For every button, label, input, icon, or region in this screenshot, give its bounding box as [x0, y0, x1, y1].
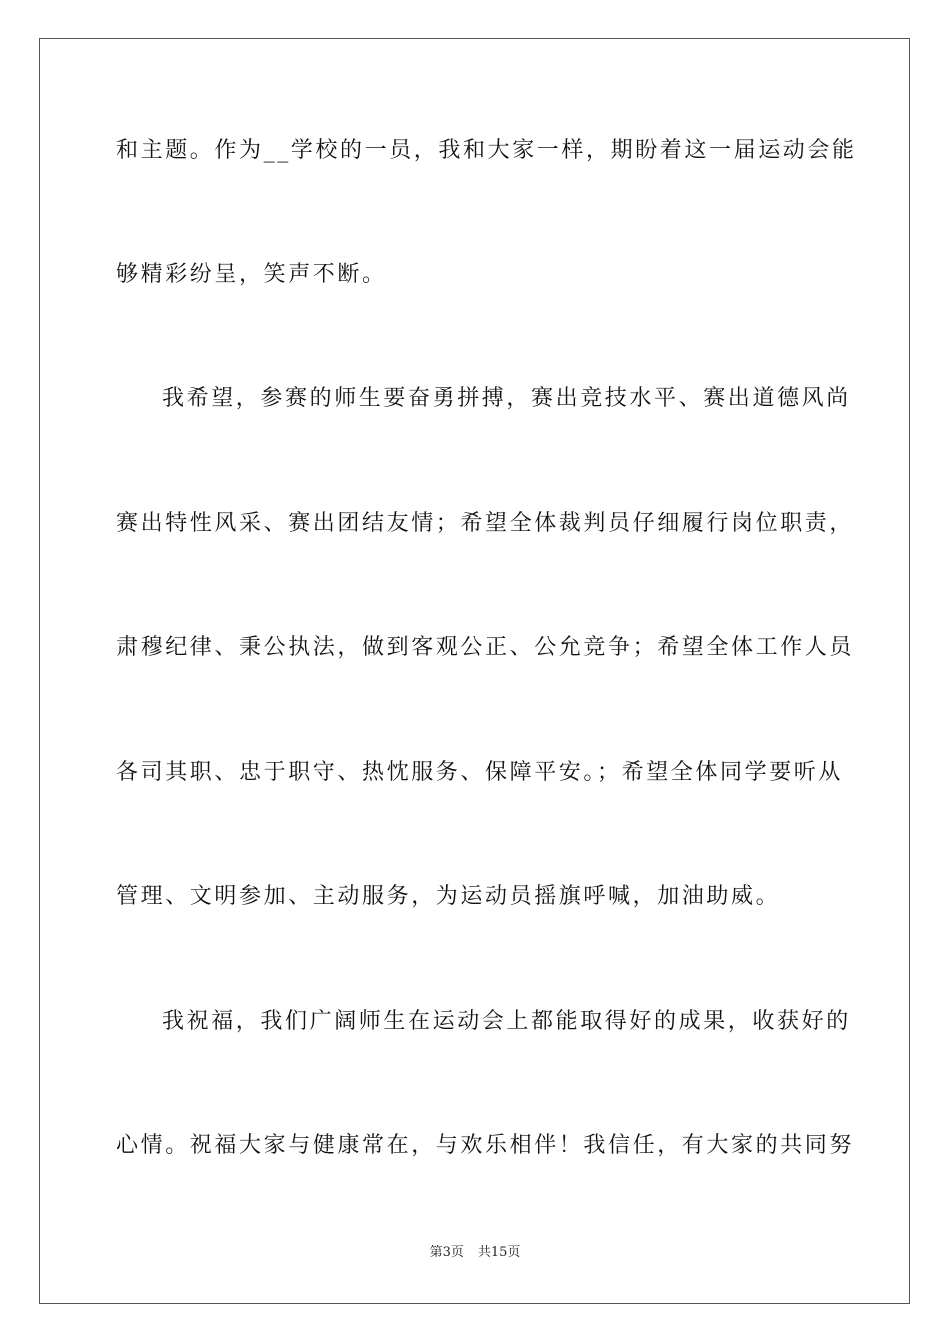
body-line-5: 肃穆纪律、秉公执法，做到客观公正、公允竞争；希望全体工作人员 [116, 635, 855, 660]
body-line-9: 心情。祝福大家与健康常在，与欢乐相伴！我信任，有大家的共同努 [116, 1133, 855, 1158]
body-line-8: 我祝福，我们广阔师生在运动会上都能取得好的成果，收获好的 [162, 1009, 851, 1034]
body-line-7: 管理、文明参加、主动服务，为运动员摇旗呼喊，加油助威。 [116, 884, 781, 909]
page-number: 第3页 [429, 1245, 464, 1260]
page-border [39, 38, 910, 1304]
body-line-4: 赛出特性风采、赛出团结友情；希望全体裁判员仔细履行岗位职责， [116, 511, 855, 536]
body-line-6: 各司其职、忠于职守、热忱服务、保障平安。；希望全体同学要听从 [116, 760, 844, 785]
body-line-1: 和主题。作为__学校的一员，我和大家一样，期盼着这一届运动会能 [116, 138, 857, 163]
page-total: 共15页 [477, 1245, 521, 1260]
body-line-2: 够精彩纷呈，笑声不断。 [116, 262, 387, 287]
body-line-3: 我希望，参赛的师生要奋勇拼搏，赛出竞技水平、赛出道德风尚 [162, 386, 851, 411]
page-footer [0, 1244, 950, 1262]
